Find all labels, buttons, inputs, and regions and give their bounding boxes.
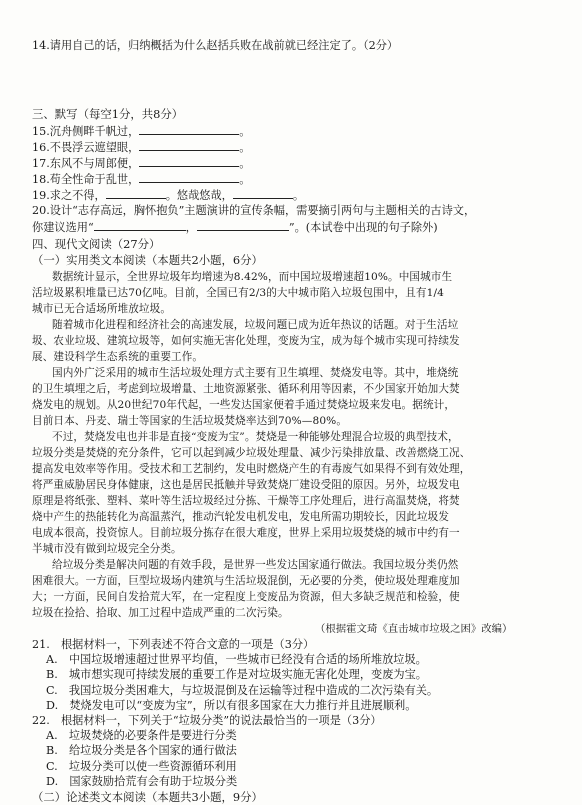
question-17: 17.东风不与周郎便， 。 [32,157,251,170]
question-21-option: D. 焚烧发电可以“变废为宝”，所以有很多国家在大力推行并且进展顺利。 [46,698,417,712]
source-citation: （根据霍文琦《直击城市垃圾之困》改编） [315,623,513,635]
question-22-stem: 22. 根据材料一，下列关于“垃圾分类”的说法最恰当的一项是（3分） [32,714,382,727]
paragraph-3-line: 国内外广泛采用的城市生活垃圾处理方式主要有卫生填埋、焚烧发电等。其中，堆烧统 [52,367,459,379]
paragraph-4-line: 电成本很高，投资惊人。目前垃圾分拣存在很大难度，世界上采用垃圾焚烧的城市中约有一 [32,527,460,539]
paragraph-4-line: 将严重威胁居民身体健康，这也是居民抵触并导致焚烧厂建设受阻的原因。另外，垃圾发电 [32,479,460,491]
question-22-option: A. 垃圾焚烧的必要条件是要进行分类 [46,729,237,743]
paragraph-5-line: 困难很大。一方面，巨型垃圾场内建筑与生活垃圾混倒，无必要的分类，使垃圾处理难度加 [32,575,460,587]
question-21-stem: 21. 根据材料一，下列表述不符合文意的一项是（3分） [32,638,315,651]
section-3-heading: 三、默写（每空1分，共8分） [32,107,184,121]
paragraph-2-line: 圾、农业垃圾、建筑垃圾等，如何实施无害化处理，变废为宝，成为每个城市实现可持续发 [32,335,460,347]
question-15: 15.沉舟侧畔千帆过， 。 [32,125,251,138]
paragraph-4-line: 烧中产生的热能转化为高温蒸汽，推动汽轮发电机发电，发电所需功期较长，因此垃圾发 [32,511,450,523]
paragraph-4-line: 提高发电效率等作用。受技术和工艺制约，发电时燃烧产生的有毒废气如果得不到有效处理， [32,463,471,475]
paragraph-1-line: 数据统计显示，全世界垃圾年均增速为8.42%，而中国垃圾增速超10%。中国城市生 [52,271,453,283]
question-21-option: A. 中国垃圾增速超过世界平均值，一些城市已经没有合适的场所堆放垃圾。 [46,653,427,667]
subsection-1-heading: （一）实用类文本阅读（本题共2小题，6分） [32,253,263,267]
paragraph-3-line: 目前日本、丹麦、瑞士等国家的生活垃圾焚烧率达到70%—80%。 [32,415,348,427]
question-19: 19.求之不得， 。悠哉悠哉， 。 [32,189,305,202]
question-21-option: B. 城市想实现可持续发展的重要工作是对垃圾实施无害化处理，变废为宝。 [46,668,427,682]
paragraph-4-line: 半城市没有做到垃圾完全分类。 [32,543,182,555]
paragraph-5-line: 大；一方面，民间自发拾荒大军，在一定程度上变废品为资源，但大多缺乏规范和检验，使 [32,591,460,603]
question-21-option: C. 我国垃圾分类困难大，与垃圾混倒及在运输等过程中造成的二次污染有关。 [46,683,439,697]
question-22-option: B. 给垃圾分类是各个国家的通行做法 [46,744,237,758]
question-22-option: C. 垃圾分类可以使一些资源循环利用 [46,759,237,773]
question-18: 18.苟全性命于乱世， 。 [32,173,251,186]
paragraph-2-line: 随着城市化进程和经济社会的高速发展，垃圾问题已成为近年热议的话题。对于生活垃 [52,319,459,331]
paragraph-3-line: 的卫生填埋之后，考虑到垃圾增量、土地资源紧张、循环利用等因素，不少国家开始加大焚 [32,383,460,395]
question-14: 14.请用自己的话，归纳概括为什么赵括兵败在战前就已经注定了。（2分） [32,39,399,52]
paragraph-1-line: 活垃圾累积堆量已达70亿吨。目前，全国已有2/3的大中城市陷入垃圾包围中，且有1/4 [32,287,444,299]
paragraph-5-line: 垃圾在捡拾、拾取、加工过程中造成严重的二次污染。 [32,607,289,619]
section-4-heading: 四、现代文阅读（27分） [32,237,161,251]
paragraph-2-line: 展、建设科学生态系统的重要工作。 [32,351,204,363]
question-20-line2: 你建议选用“ ， ”。(本试卷中出现的句子除外) [32,221,438,234]
question-22-option: D. 国家鼓励拾荒有会有助于垃圾分类 [46,774,238,788]
paragraph-1-line: 城市已无合适场所堆放垃圾。 [32,303,172,315]
paragraph-3-line: 烧发电的规划。从20世纪70年代起，一些发达国家便着手通过焚烧垃圾来发电。据统计， [32,399,456,411]
paragraph-5-line: 给垃圾分类是解决问题的有效手段，是世界一些发达国家通行做法。我国垃圾分类仍然 [52,559,459,571]
paragraph-4-line: 原理是将纸张、塑料、菜叶等生活垃圾经过分拣、干燥等工序处理后，进行高温焚烧，将焚 [32,495,460,507]
paragraph-4-line: 不过，焚烧发电也并非是直接“变废为宝”。焚烧是一种能够处理混合垃圾的典型技术， [52,431,459,443]
subsection-2-heading: （二）论述类文本阅读（本题共3小题，9分） [32,790,263,804]
question-16: 16.不畏浮云遮望眼， 。 [32,141,251,154]
question-20-line1: 20.设计“志存高远，胸怀抱负”主题演讲的宣传条幅，需要摘引两句与主题相关的古诗文， [32,204,476,217]
paragraph-4-line: 垃圾分类是焚烧的充分条件，它可以起到减少垃圾处理量、减少污染排放量、改善燃烧工况、 [32,447,471,459]
